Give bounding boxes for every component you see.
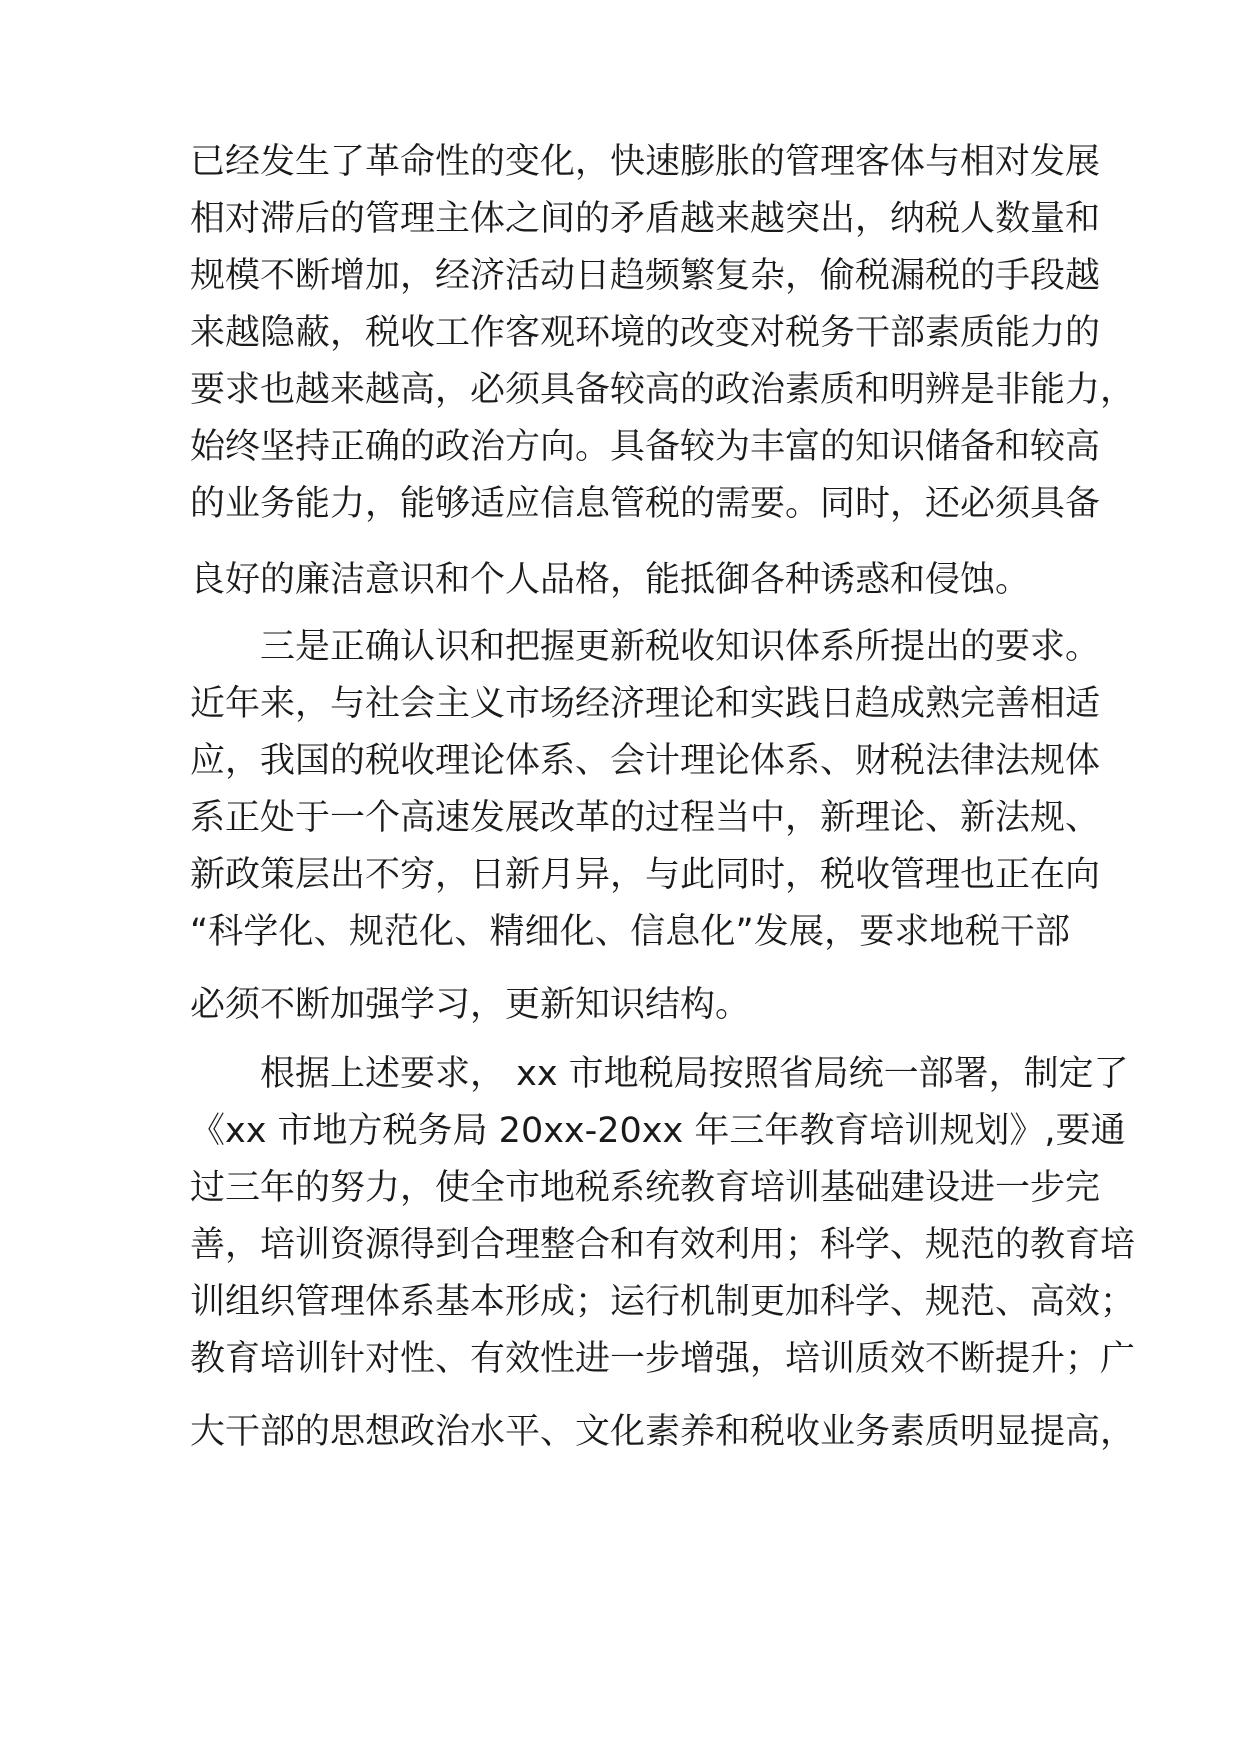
text-line: 始终坚持正确的政治方向。具备较为丰富的知识储备和较高 (190, 427, 1101, 467)
text-line: 已经发生了革命性的变化，快速膨胀的管理客体与相对发展 (190, 142, 1101, 182)
text-line: 近年来，与社会主义市场经济理论和实践日趋成熟完善相适 (190, 684, 1101, 724)
text-line: 相对滞后的管理主体之间的矛盾越来越突出，纳税人数量和 (190, 199, 1101, 239)
text-line: 善，培训资源得到合理整合和有效利用；科学、规范的教育培 (190, 1225, 1136, 1265)
text-line: 新政策层出不穷，日新月异，与此同时，税收管理也正在向 (190, 855, 1101, 895)
text-line: 系正处于一个高速发展改革的过程当中，新理论、新法规、 (190, 798, 1101, 838)
text-line: 大干部的思想政治水平、文化素养和税收业务素质明显提高， (190, 1412, 1136, 1452)
text-line: 过三年的努力，使全市地税系统教育培训基础建设进一步完 (190, 1168, 1101, 1208)
paragraph-first-line: 根据上述要求， xx 市地税局按照省局统一部署，制定了 (260, 1054, 1129, 1094)
text-line: 来越隐蔽，税收工作客观环境的改变对税务干部素质能力的 (190, 313, 1101, 353)
text-line: 的业务能力，能够适应信息管税的需要。同时，还必须具备 (190, 484, 1101, 524)
text-line: 良好的廉洁意识和个人品格，能抵御各种诱惑和侵蚀。 (190, 560, 1031, 600)
text-line: 《xx 市地方税务局 20xx-20xx 年三年教育培训规划》,要通 (190, 1111, 1126, 1151)
text-line: 规模不断增加，经济活动日趋频繁复杂，偷税漏税的手段越 (190, 256, 1101, 296)
text-line: 必须不断加强学习，更新知识结构。 (190, 985, 751, 1025)
text-line: 训组织管理体系基本形成；运行机制更加科学、规范、高效； (190, 1282, 1136, 1322)
text-line: “科学化、规范化、精细化、信息化”发展，要求地税干部 (190, 912, 1070, 952)
paragraph-first-line: 三是正确认识和把握更新税收知识体系所提出的要求。 (260, 627, 1101, 667)
text-line: 教育培训针对性、有效性进一步增强，培训质效不断提升；广 (190, 1339, 1136, 1379)
text-line: 要求也越来越高，必须具备较高的政治素质和明辨是非能力， (190, 370, 1136, 410)
text-line: 应，我国的税收理论体系、会计理论体系、财税法律法规体 (190, 741, 1101, 781)
